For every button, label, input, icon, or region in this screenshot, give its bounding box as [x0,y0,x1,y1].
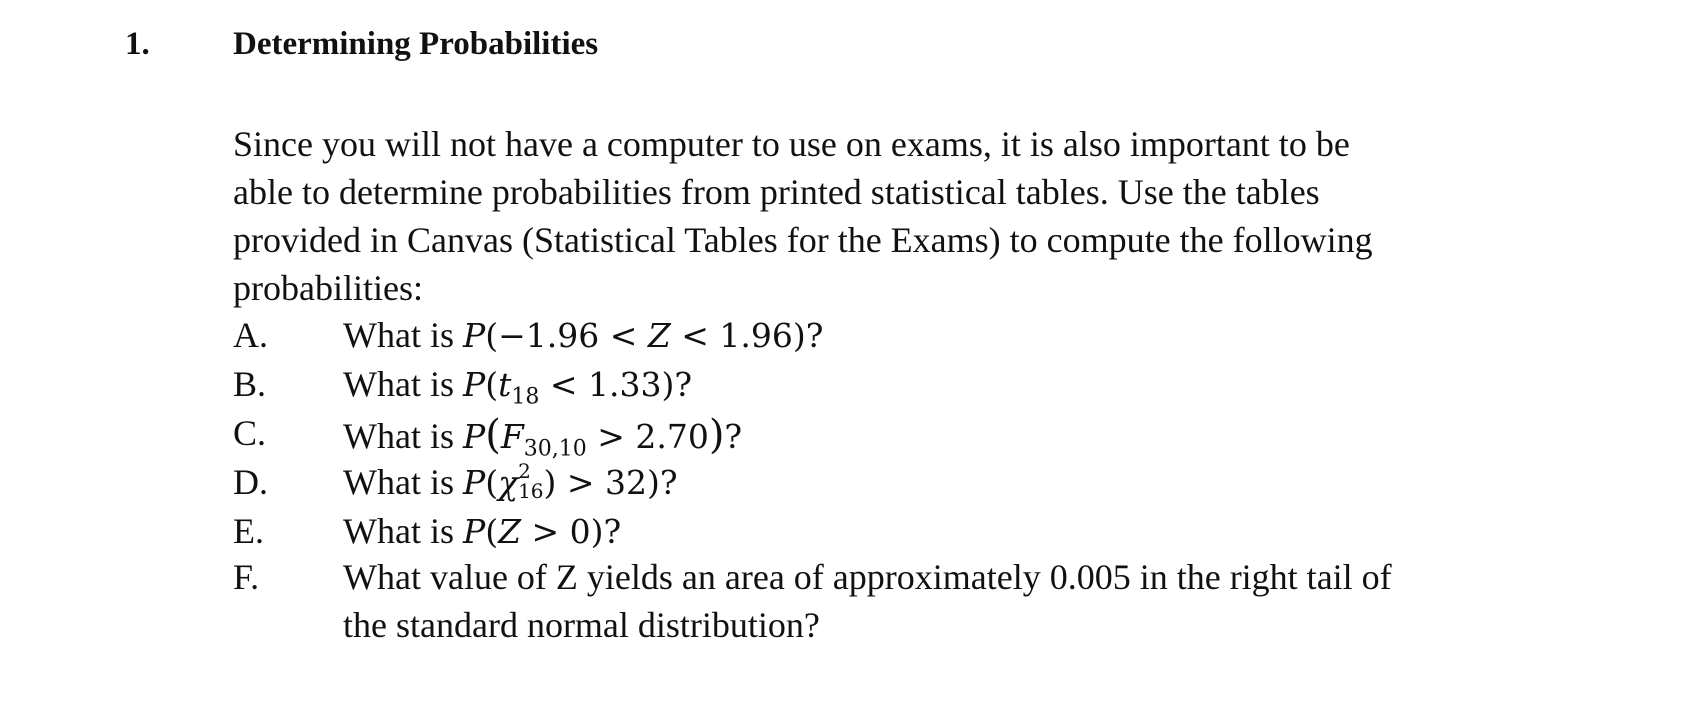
item-text-line: the standard normal distribution? [343,605,820,645]
intro-line: Since you will not have a computer to use on exams, it is also important to be [233,124,1350,164]
item-letter: D. [233,462,268,502]
item-text [343,553,1392,649]
question-title: Determining Probabilities [233,26,599,62]
list-item-c [233,412,1392,461]
item-letter: F. [233,557,260,597]
item-text [343,412,743,462]
math-expression-b: $P(t_{18} < 1.33)$? [462,365,693,410]
item-letter: A. [233,315,268,355]
item-letter: B. [233,364,267,404]
item-text [343,314,823,356]
item-text [343,363,693,410]
math-expression-c: $P(F_{30,10} > 2.70)$? [462,412,743,462]
item-prefix: What is [343,511,463,551]
intro-line: probabilities: [233,268,423,308]
item-text [343,461,678,505]
item-prefix: What is [343,416,463,456]
intro-line: provided in Canvas (Statistical Tables for the Exams) to compute the following [233,220,1373,260]
list-item-d [233,461,1392,510]
question-list [233,314,1392,655]
list-item-b [233,363,1392,412]
math-expression-e: P(Z > 0)? [462,512,622,551]
item-letter: C. [233,413,267,453]
item-text-line: What value of Z yields an area of approximately 0.005 in the right tail of [343,557,1392,597]
math-expression-d: P(χ 2 16 ) > 32)? [462,459,678,503]
list-item-f [233,559,1392,655]
item-text [343,510,621,552]
item-letter: E. [233,511,264,551]
list-item-e [233,510,1392,559]
intro-line: able to determine probabilities from printed statistical tables. Use the tables [233,172,1320,212]
item-prefix: What is [343,364,463,404]
math-expression-a: P(−1.96 < Z < 1.96)? [462,316,824,355]
question-number: 1. [125,26,150,62]
item-prefix: What is [343,315,463,355]
list-item-a [233,314,1392,363]
item-prefix: What is [343,462,463,502]
intro-paragraph [233,120,1563,312]
